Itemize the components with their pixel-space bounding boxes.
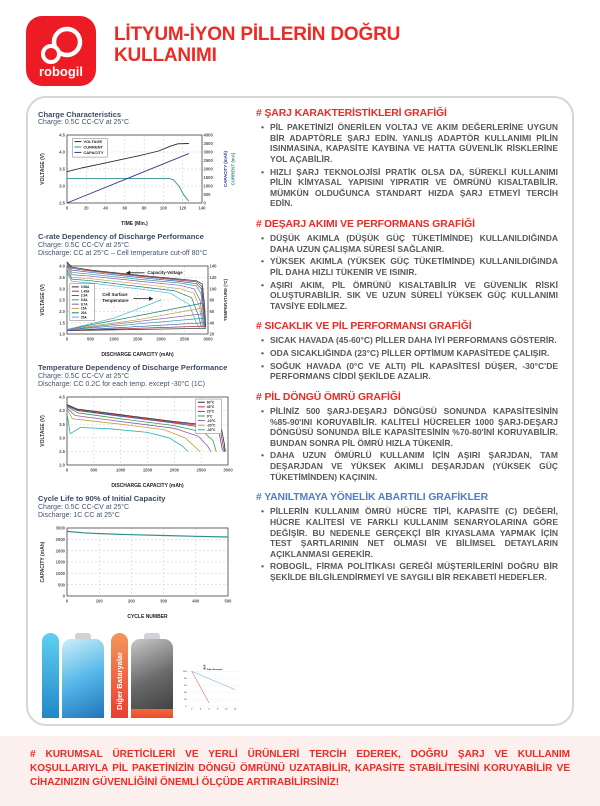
svg-text:2: 2 <box>191 708 193 711</box>
svg-text:3.0: 3.0 <box>59 183 65 189</box>
svg-text:3.0: 3.0 <box>59 435 65 441</box>
svg-text:20: 20 <box>83 205 89 211</box>
svg-text:400: 400 <box>192 598 200 604</box>
svg-text:2.9A: 2.9A <box>80 293 88 298</box>
svg-text:3.5: 3.5 <box>59 422 65 428</box>
svg-text:CURRENT (mA): CURRENT (mA) <box>230 152 236 186</box>
svg-text:10: 10 <box>225 708 228 711</box>
bullet-item: • YÜKSEK AKIMLA (YÜKSEK GÜÇ TÜKETİMİNDE) KULLANILDIĞINDA PİL DAHA HIZLI TÜKENİR VE ISINIR. <box>270 256 558 277</box>
svg-text:2000: 2000 <box>203 166 213 172</box>
svg-text:1500: 1500 <box>132 336 143 342</box>
svg-text:2.0: 2.0 <box>59 462 65 468</box>
svg-text:4.5: 4.5 <box>59 394 65 400</box>
svg-text:100: 100 <box>183 671 187 674</box>
section-heading: # ŞARJ KARAKTERİSTİKLERİ GRAFİĞİ <box>256 108 447 119</box>
svg-text:0: 0 <box>65 205 69 211</box>
svg-text:100: 100 <box>159 205 167 211</box>
svg-text:2500: 2500 <box>196 467 206 473</box>
svg-text:3000: 3000 <box>55 525 65 531</box>
bad-battery <box>131 633 173 718</box>
svg-text:0: 0 <box>65 467 69 473</box>
svg-text:0.58A: 0.58A <box>80 285 90 290</box>
svg-text:1000: 1000 <box>55 571 65 577</box>
charts-column <box>38 106 242 718</box>
svg-text:0: 0 <box>203 200 206 206</box>
bullet-item: • ROBOGİL, FİRMA POLİTİKASI GEREĞİ MÜŞTERİLERİNİ DOĞRU BİR ŞEKİLDE BİLGİLENDİRMEYİ VE SAYGILI BİR REKABETİ HEDEFLER. <box>270 561 558 582</box>
svg-text:2000: 2000 <box>156 336 166 342</box>
section-heading: # DEŞARJ AKIMI VE PERFORMANS GRAFİĞİ <box>256 219 475 230</box>
svg-text:2.0: 2.0 <box>59 309 65 315</box>
chart-cycle-life <box>38 494 242 620</box>
svg-text:40: 40 <box>103 205 108 211</box>
svg-text:4.0: 4.0 <box>59 408 65 414</box>
svg-text:23°C: 23°C <box>206 409 215 414</box>
svg-text:3000: 3000 <box>223 467 233 473</box>
svg-text:-30°C: -30°C <box>206 428 216 433</box>
svg-text:CURRENT: CURRENT <box>83 144 103 150</box>
chart-charge-characteristics <box>38 110 242 227</box>
page-header <box>0 0 600 92</box>
bullet-item: • DÜŞÜK AKIMLA (DÜŞÜK GÜÇ TÜKETİMİNDE) KULLANILDIĞINDA DAHA UZUN ÇALIŞMA SÜRESİ SAĞLANIR. <box>270 233 558 254</box>
svg-text:3500: 3500 <box>203 141 213 147</box>
svg-text:1.0: 1.0 <box>59 331 65 337</box>
chart-crate-discharge <box>38 232 242 358</box>
bad-battery-group <box>111 633 173 718</box>
crate-discharge-plot <box>38 260 238 358</box>
section-heading: # YANILTMAYA YÖNELİK ABARTILI GRAFİKLER <box>256 492 489 504</box>
robogil-logo-icon <box>26 16 96 86</box>
svg-text:1000: 1000 <box>116 467 126 473</box>
svg-text:500: 500 <box>58 582 65 588</box>
svg-text:1.5: 1.5 <box>59 320 65 326</box>
svg-text:2.5: 2.5 <box>59 297 65 303</box>
svg-text:60°C: 60°C <box>206 400 215 405</box>
svg-text:25A: 25A <box>80 315 87 320</box>
svg-text:6: 6 <box>208 708 210 711</box>
svg-text:CYCLE NUMBER: CYCLE NUMBER <box>127 614 168 621</box>
bad-battery-label: Diğer Bataryalar <box>115 652 124 711</box>
svg-text:5.8A: 5.8A <box>80 298 88 303</box>
svg-text:CAPACITY (mAh): CAPACITY (mAh) <box>40 541 46 583</box>
svg-text:500: 500 <box>90 467 98 473</box>
svg-text:2500: 2500 <box>179 336 190 342</box>
svg-text:3.5: 3.5 <box>59 166 65 172</box>
svg-text:Diğer Bataryalar: Diğer Bataryalar <box>206 669 223 672</box>
bullet-list <box>256 335 558 382</box>
text-column <box>250 106 562 718</box>
logo-wordmark: robogil <box>38 64 84 79</box>
svg-text:4.0: 4.0 <box>59 149 65 155</box>
svg-text:40: 40 <box>209 320 215 326</box>
svg-text:4000: 4000 <box>203 132 213 138</box>
svg-text:1500: 1500 <box>55 559 65 565</box>
svg-text:140: 140 <box>198 205 206 211</box>
bullet-item: • PİLLERİN KULLANIM ÖMRÜ HÜCRE TİPİ, KAPASİTE (C) DEĞERİ, HÜCRE KALİTESİ VE FARKLI KULLANIM SENARYOLARINA GÖRE DEĞİŞİR. BU NEDENLE GERÇEKÇİ BİR KIYASLAMA YAPMAK İÇİN TEST ŞARTLARININ NET OLMASI VE BİLİMSEL DETAYLARIN AÇIKLANMASI GEREKİR. <box>270 506 558 559</box>
svg-text:-10°C: -10°C <box>206 419 216 424</box>
bullet-list <box>256 406 558 482</box>
svg-text:500: 500 <box>87 336 94 342</box>
svg-text:TEMPERATURE (°C): TEMPERATURE (°C) <box>223 279 228 322</box>
svg-text:3.0: 3.0 <box>59 286 65 292</box>
svg-text:500: 500 <box>224 598 232 604</box>
section-yaniltici-grafikler <box>256 492 558 582</box>
svg-text:VOLTAGE (V): VOLTAGE (V) <box>40 415 46 447</box>
svg-text:2500: 2500 <box>203 158 213 164</box>
chart-title: Charge Characteristics <box>38 110 122 119</box>
bullet-item: • SOĞUK HAVADA (0°C VE ALTI) PİL KAPASİTESİ DÜŞER, -30°C'DE PERFORMANS CİDDİ ŞEKİLDE AZALIR. <box>270 361 558 382</box>
svg-text:3.5: 3.5 <box>59 275 65 281</box>
svg-text:DISCHARGE CAPACITY (mAh): DISCHARGE CAPACITY (mAh) <box>101 352 174 359</box>
svg-text:40: 40 <box>184 692 187 695</box>
svg-text:15A: 15A <box>80 306 87 311</box>
svg-text:Temperature: Temperature <box>102 298 129 304</box>
svg-text:45°C: 45°C <box>206 405 215 410</box>
svg-text:2500: 2500 <box>55 537 65 543</box>
chart-subtitle: Charge: 0.5C CC-CV at 25°C <box>38 119 130 127</box>
robogil-logo <box>26 16 96 86</box>
svg-text:500: 500 <box>203 192 211 198</box>
svg-text:0: 0 <box>65 598 69 604</box>
bullet-list <box>256 122 558 209</box>
battery-comparison-chart <box>180 635 242 718</box>
bullet-item: • PİL PAKETİNİZİ ÖNERİLEN VOLTAJ VE AKIM DEĞERLERİNE UYGUN BİR ADAPTÖRLE ŞARJ EDİN. YANLIŞ ADAPTÖR KULLANIMI PİLİN ISINMASINA, KAPASİTE KAYBINA VE HATTA GÜVENLİK RİSKLERİNE YOL AÇABİLİR. <box>270 122 558 165</box>
section-heading: # PİL DÖNGÜ ÖMRÜ GRAFİĞİ <box>256 391 401 403</box>
section-heading: # SICAKLIK VE PİL PERFORMANSI GRAFİĞİ <box>256 321 472 333</box>
svg-text:120: 120 <box>179 205 187 211</box>
svg-text:Capacity-Voltage: Capacity-Voltage <box>147 270 183 276</box>
svg-text:2000: 2000 <box>169 467 179 473</box>
svg-text:-20°C: -20°C <box>206 423 216 428</box>
page-title: LİTYUM-İYON PİLLERİN DOĞRU KULLANIMI <box>114 24 401 67</box>
section-sicaklik-performans <box>256 321 558 382</box>
good-battery-pill <box>42 633 59 718</box>
svg-text:3000: 3000 <box>203 336 213 342</box>
svg-text:80: 80 <box>141 205 147 211</box>
chart-subtitle: Charge: 0.5C CC-CV at 25°C <box>38 372 130 380</box>
chart-subtitle: Charge: 0.5C CC-CV at 25°C <box>38 241 130 249</box>
svg-text:VOLTAGE (V): VOLTAGE (V) <box>40 284 46 316</box>
svg-text:20A: 20A <box>80 311 87 316</box>
section-sarj-karakteristikleri <box>256 108 558 209</box>
svg-text:100: 100 <box>95 598 103 604</box>
temperature-discharge-plot <box>38 391 238 489</box>
svg-text:Cell Surface: Cell Surface <box>102 292 128 298</box>
bullet-item: • PİLİNİZ 500 ŞARJ-DEŞARJ DÖNGÜSÜ SONUNDA KAPASİTESİNİN %85-90'INI KORUYABİLİR. KALİTELİ HÜCRELER 1000 ŞARJ-DEŞARJ DÖNGÜSÜ SONUNDA BİLE KAPASİTESİNİN %70-80'İNİ KORUYABİLİR. BUNDAN SONRA PİL ÖMRÜ HIZLA TÜKENİR. <box>270 406 558 449</box>
bullet-list <box>256 506 558 582</box>
svg-text:0: 0 <box>65 336 69 342</box>
svg-text:12: 12 <box>233 708 237 711</box>
svg-text:0: 0 <box>185 706 187 709</box>
svg-text:300: 300 <box>160 598 168 604</box>
bullet-item: • DAHA UZUN ÖMÜRLÜ KULLANIM İÇİN AŞIRI ŞARJDAN, TAM DEŞARJDAN VE YÜKSEK AKIMLI DEŞARJDAN (YÜKSEK GÜÇ TÜKETİMİNDEN) KAÇININ. <box>270 450 558 482</box>
svg-text:4.0: 4.0 <box>59 263 65 269</box>
svg-text:2.5: 2.5 <box>59 449 65 455</box>
svg-text:CAPACITY (mAh): CAPACITY (mAh) <box>223 151 228 188</box>
svg-text:0°C: 0°C <box>206 414 213 419</box>
chart-subtitle: Discharge: CC 0.2C for each temp. except -30°C (1C) <box>38 381 205 389</box>
svg-text:1.45A: 1.45A <box>80 289 90 294</box>
svg-text:0: 0 <box>62 593 65 599</box>
svg-text:4.5: 4.5 <box>59 132 65 138</box>
section-desarj-akimi <box>256 219 558 311</box>
svg-text:20: 20 <box>209 331 215 337</box>
chart-subtitle: Charge: 0.5C CC-CV at 25°C <box>38 503 130 511</box>
svg-text:140: 140 <box>209 263 217 269</box>
battery-comparison-panel <box>38 625 242 718</box>
content-card <box>26 96 574 726</box>
chart-subtitle: Discharge: 1C CC at 25°C <box>38 512 120 520</box>
bullet-list <box>256 233 558 311</box>
svg-text:2.5: 2.5 <box>59 200 65 206</box>
svg-text:80: 80 <box>184 678 187 681</box>
chart-title: Temperature Dependency of Discharge Performance <box>38 363 228 373</box>
svg-text:60: 60 <box>122 205 128 211</box>
chart-title: C-rate Dependency of Discharge Performance <box>38 232 204 242</box>
good-battery <box>62 633 104 718</box>
bad-battery-charge-level <box>131 709 173 718</box>
svg-text:20: 20 <box>184 699 187 702</box>
svg-text:CAPACITY: CAPACITY <box>83 150 104 156</box>
svg-text:DISCHARGE CAPACITY (mAh): DISCHARGE CAPACITY (mAh) <box>111 483 184 490</box>
svg-text:60: 60 <box>184 685 187 688</box>
svg-text:TIME (Min.): TIME (Min.) <box>121 221 148 228</box>
charge-characteristics-plot <box>38 129 238 227</box>
svg-text:60: 60 <box>209 309 215 315</box>
bad-battery-pill <box>111 633 128 718</box>
svg-text:VOLTAGE (V): VOLTAGE (V) <box>40 153 46 185</box>
bullet-item: • ODA SICAKLIĞINDA (23°C) PİLLER OPTİMUM KAPASİTEDE ÇALIŞIR. <box>270 348 558 359</box>
bullet-item: • AŞIRI AKIM, PİL ÖMRÜNÜ KISALTABİLİR VE GÜVENLİK RİSKİ OLUŞTURABİLİR. SIK VE UZUN SÜRELİ YÜKSEK GÜÇ KULLANIMI TAVSİYE EDİLMEZ. <box>270 280 558 312</box>
svg-text:VOLTAGE: VOLTAGE <box>83 139 103 145</box>
svg-text:80: 80 <box>209 297 215 303</box>
svg-text:8: 8 <box>217 708 219 711</box>
svg-text:3000: 3000 <box>203 149 213 155</box>
svg-text:1000: 1000 <box>203 183 213 189</box>
svg-text:100: 100 <box>209 286 217 292</box>
svg-text:120: 120 <box>209 275 217 281</box>
bullet-item: • SICAK HAVADA (45-60°C) PİLLER DAHA İYİ PERFORMANS GÖSTERİR. <box>270 335 558 346</box>
good-battery-group <box>42 633 104 718</box>
svg-text:1500: 1500 <box>142 467 153 473</box>
svg-text:4: 4 <box>199 708 202 711</box>
section-dongu-omru <box>256 392 558 482</box>
svg-text:8.7A: 8.7A <box>80 302 88 307</box>
chart-subtitle: Discharge: CC at 25°C – Cell temperature cut-off 80°C <box>38 250 208 258</box>
bullet-item: • HIZLI ŞARJ TEKNOLOJİSİ PRATİK OLSA DA, SÜREKLİ KULLANIMI PİLİN KİMYASAL YAPISINI YIPRATIR VE ÖMRÜNÜ KISALTABİLİR. MÜMKÜN OLDUĞUNCA STANDART HIZDA ŞARJ ETMEYİ TERCİH EDİN. <box>270 167 558 210</box>
footer-strip <box>0 736 600 806</box>
svg-text:2000: 2000 <box>55 548 65 554</box>
svg-text:1000: 1000 <box>109 336 119 342</box>
footer-note: # KURUMSAL ÜRETİCİLERİ VE YERLİ ÜRÜNLERİ TERCİH EDEREK, DOĞRU ŞARJ VE KULLANIM KOŞULLARIYLA PİL PAKETİNİZİN DÖNGÜ ÖMRÜNÜ UZATABİLİR, KAPASİTE STABİLİTESİNİ KORUYABİLİR VE CİHAZINIZIN GÜVENLİĞİNİ ÖNEMLİ ÖLÇÜDE ARTIRABİLİRSİNİZ! <box>30 749 570 788</box>
chart-temperature-discharge <box>38 363 242 489</box>
cycle-life-plot <box>38 522 238 620</box>
svg-text:1500: 1500 <box>203 175 213 181</box>
chart-title: Cycle Life to 90% of Initial Capacity <box>38 494 166 504</box>
svg-text:200: 200 <box>127 598 135 604</box>
